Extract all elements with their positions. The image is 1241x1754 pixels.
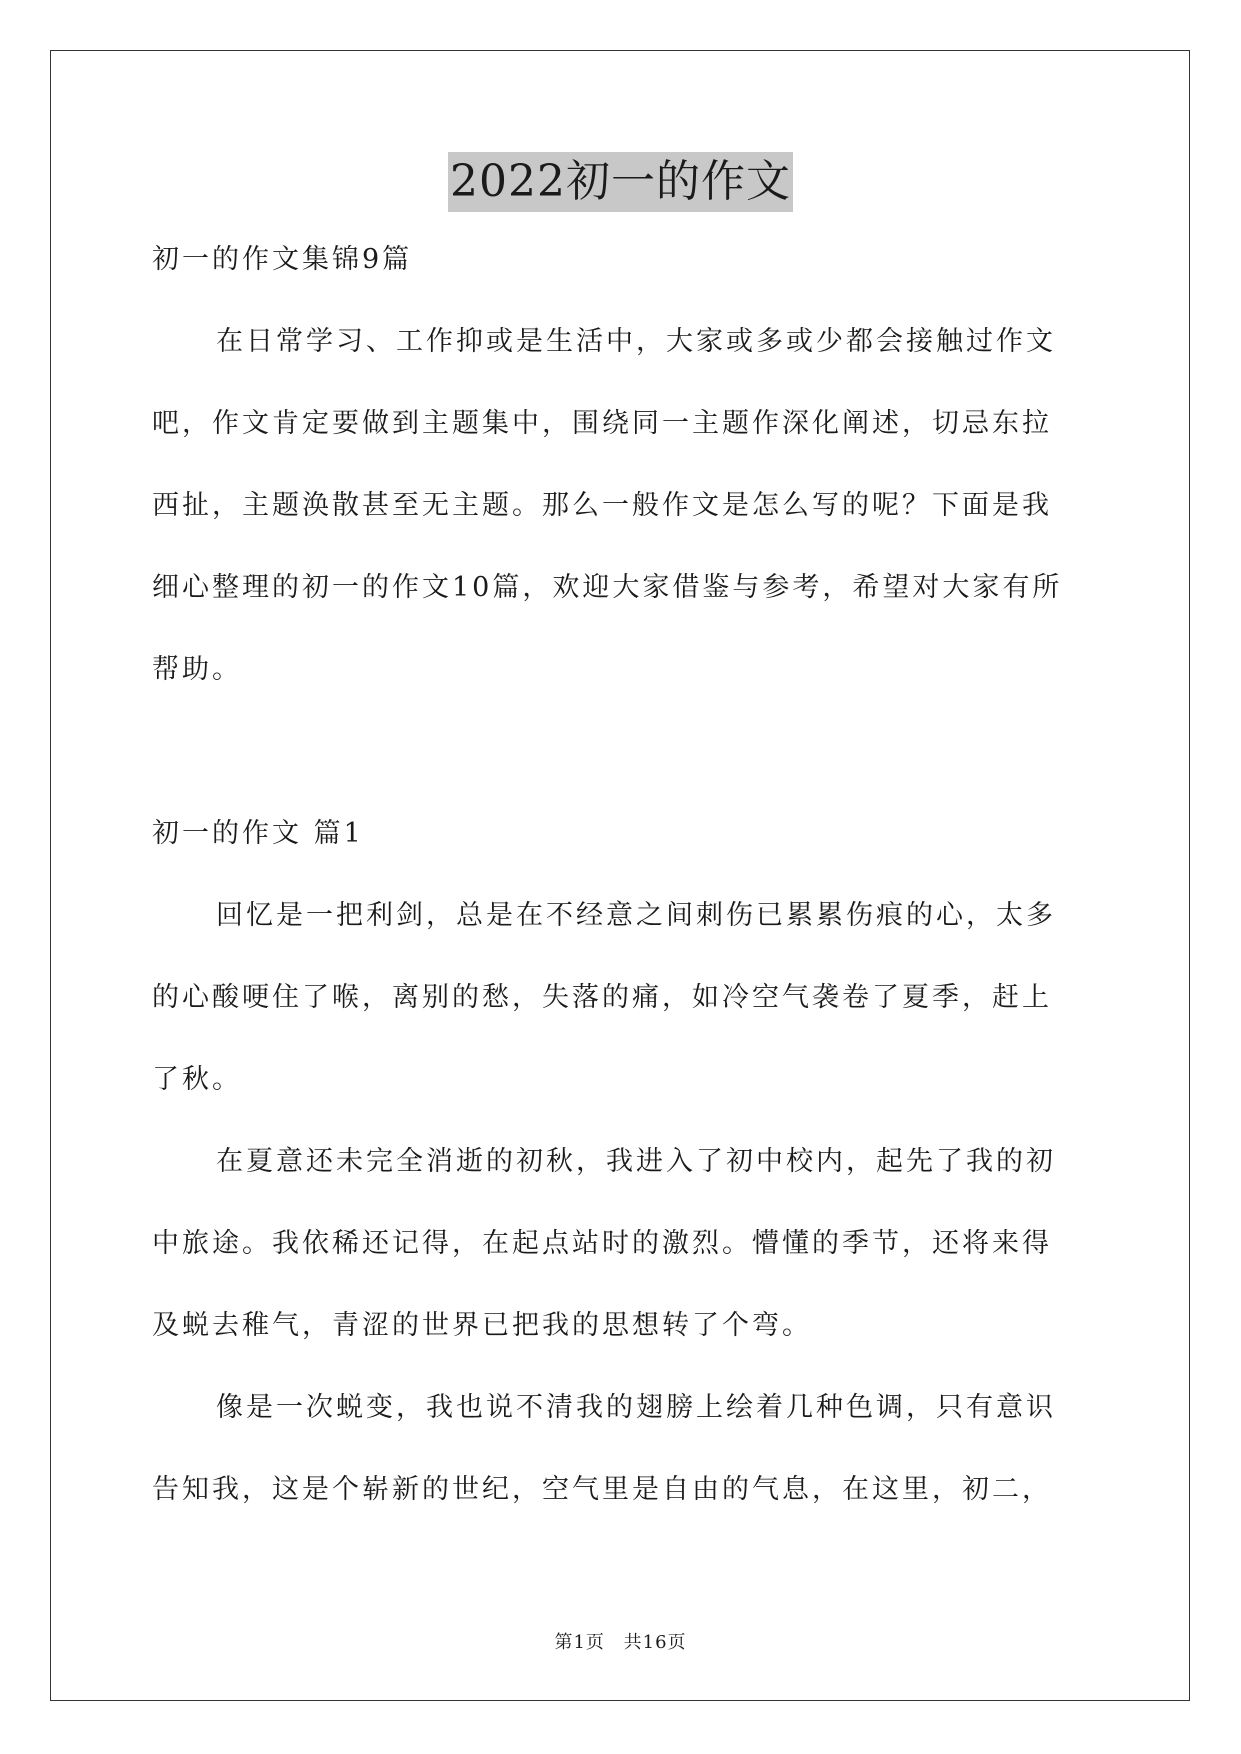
text-line: 初一的作文 篇1 — [152, 818, 364, 849]
document-body — [152, 232, 1092, 1544]
text-line: 西扯，主题涣散甚至无主题。那么一般作文是怎么写的呢？下面是我 — [152, 490, 1052, 521]
text-line: 在日常学习、工作抑或是生活中，大家或多或少都会接触过作文 — [216, 326, 1056, 357]
text-line: 了秋。 — [152, 1064, 242, 1095]
text-line: 帮助。 — [152, 654, 242, 685]
text-line: 细心整理的初一的作文10篇，欢迎大家借鉴与参考，希望对大家有所 — [152, 572, 1063, 603]
text-line: 回忆是一把利剑，总是在不经意之间刺伤已累累伤痕的心，太多 — [216, 900, 1056, 931]
text-line: 告知我，这是个崭新的世纪，空气里是自由的气息，在这里，初二， — [152, 1474, 1052, 1505]
document-title: 2022初一的作文 — [448, 152, 793, 212]
text-line: 的心酸哽住了喉，离别的愁，失落的痛，如冷空气袭卷了夏季，赶上 — [152, 982, 1052, 1013]
page-total: 共16页 — [623, 1632, 687, 1653]
text-line: 初一的作文集锦9篇 — [152, 244, 413, 275]
text-line: 吧，作文肯定要做到主题集中，围绕同一主题作深化阐述，切忌东拉 — [152, 408, 1052, 439]
text-line: 及蜕去稚气，青涩的世界已把我的思想转了个弯。 — [152, 1310, 812, 1341]
text-line: 中旅途。我依稀还记得，在起点站时的激烈。懵懂的季节，还将来得 — [152, 1228, 1052, 1259]
title-container — [0, 152, 1241, 212]
text-line: 像是一次蜕变，我也说不清我的翅膀上绘着几种色调，只有意识 — [216, 1392, 1056, 1423]
text-line: 在夏意还未完全消逝的初秋，我进入了初中校内，起先了我的初 — [216, 1146, 1056, 1177]
page-footer — [0, 1628, 1241, 1654]
page-number: 第1页 — [554, 1632, 605, 1653]
blank-line — [152, 724, 1092, 806]
